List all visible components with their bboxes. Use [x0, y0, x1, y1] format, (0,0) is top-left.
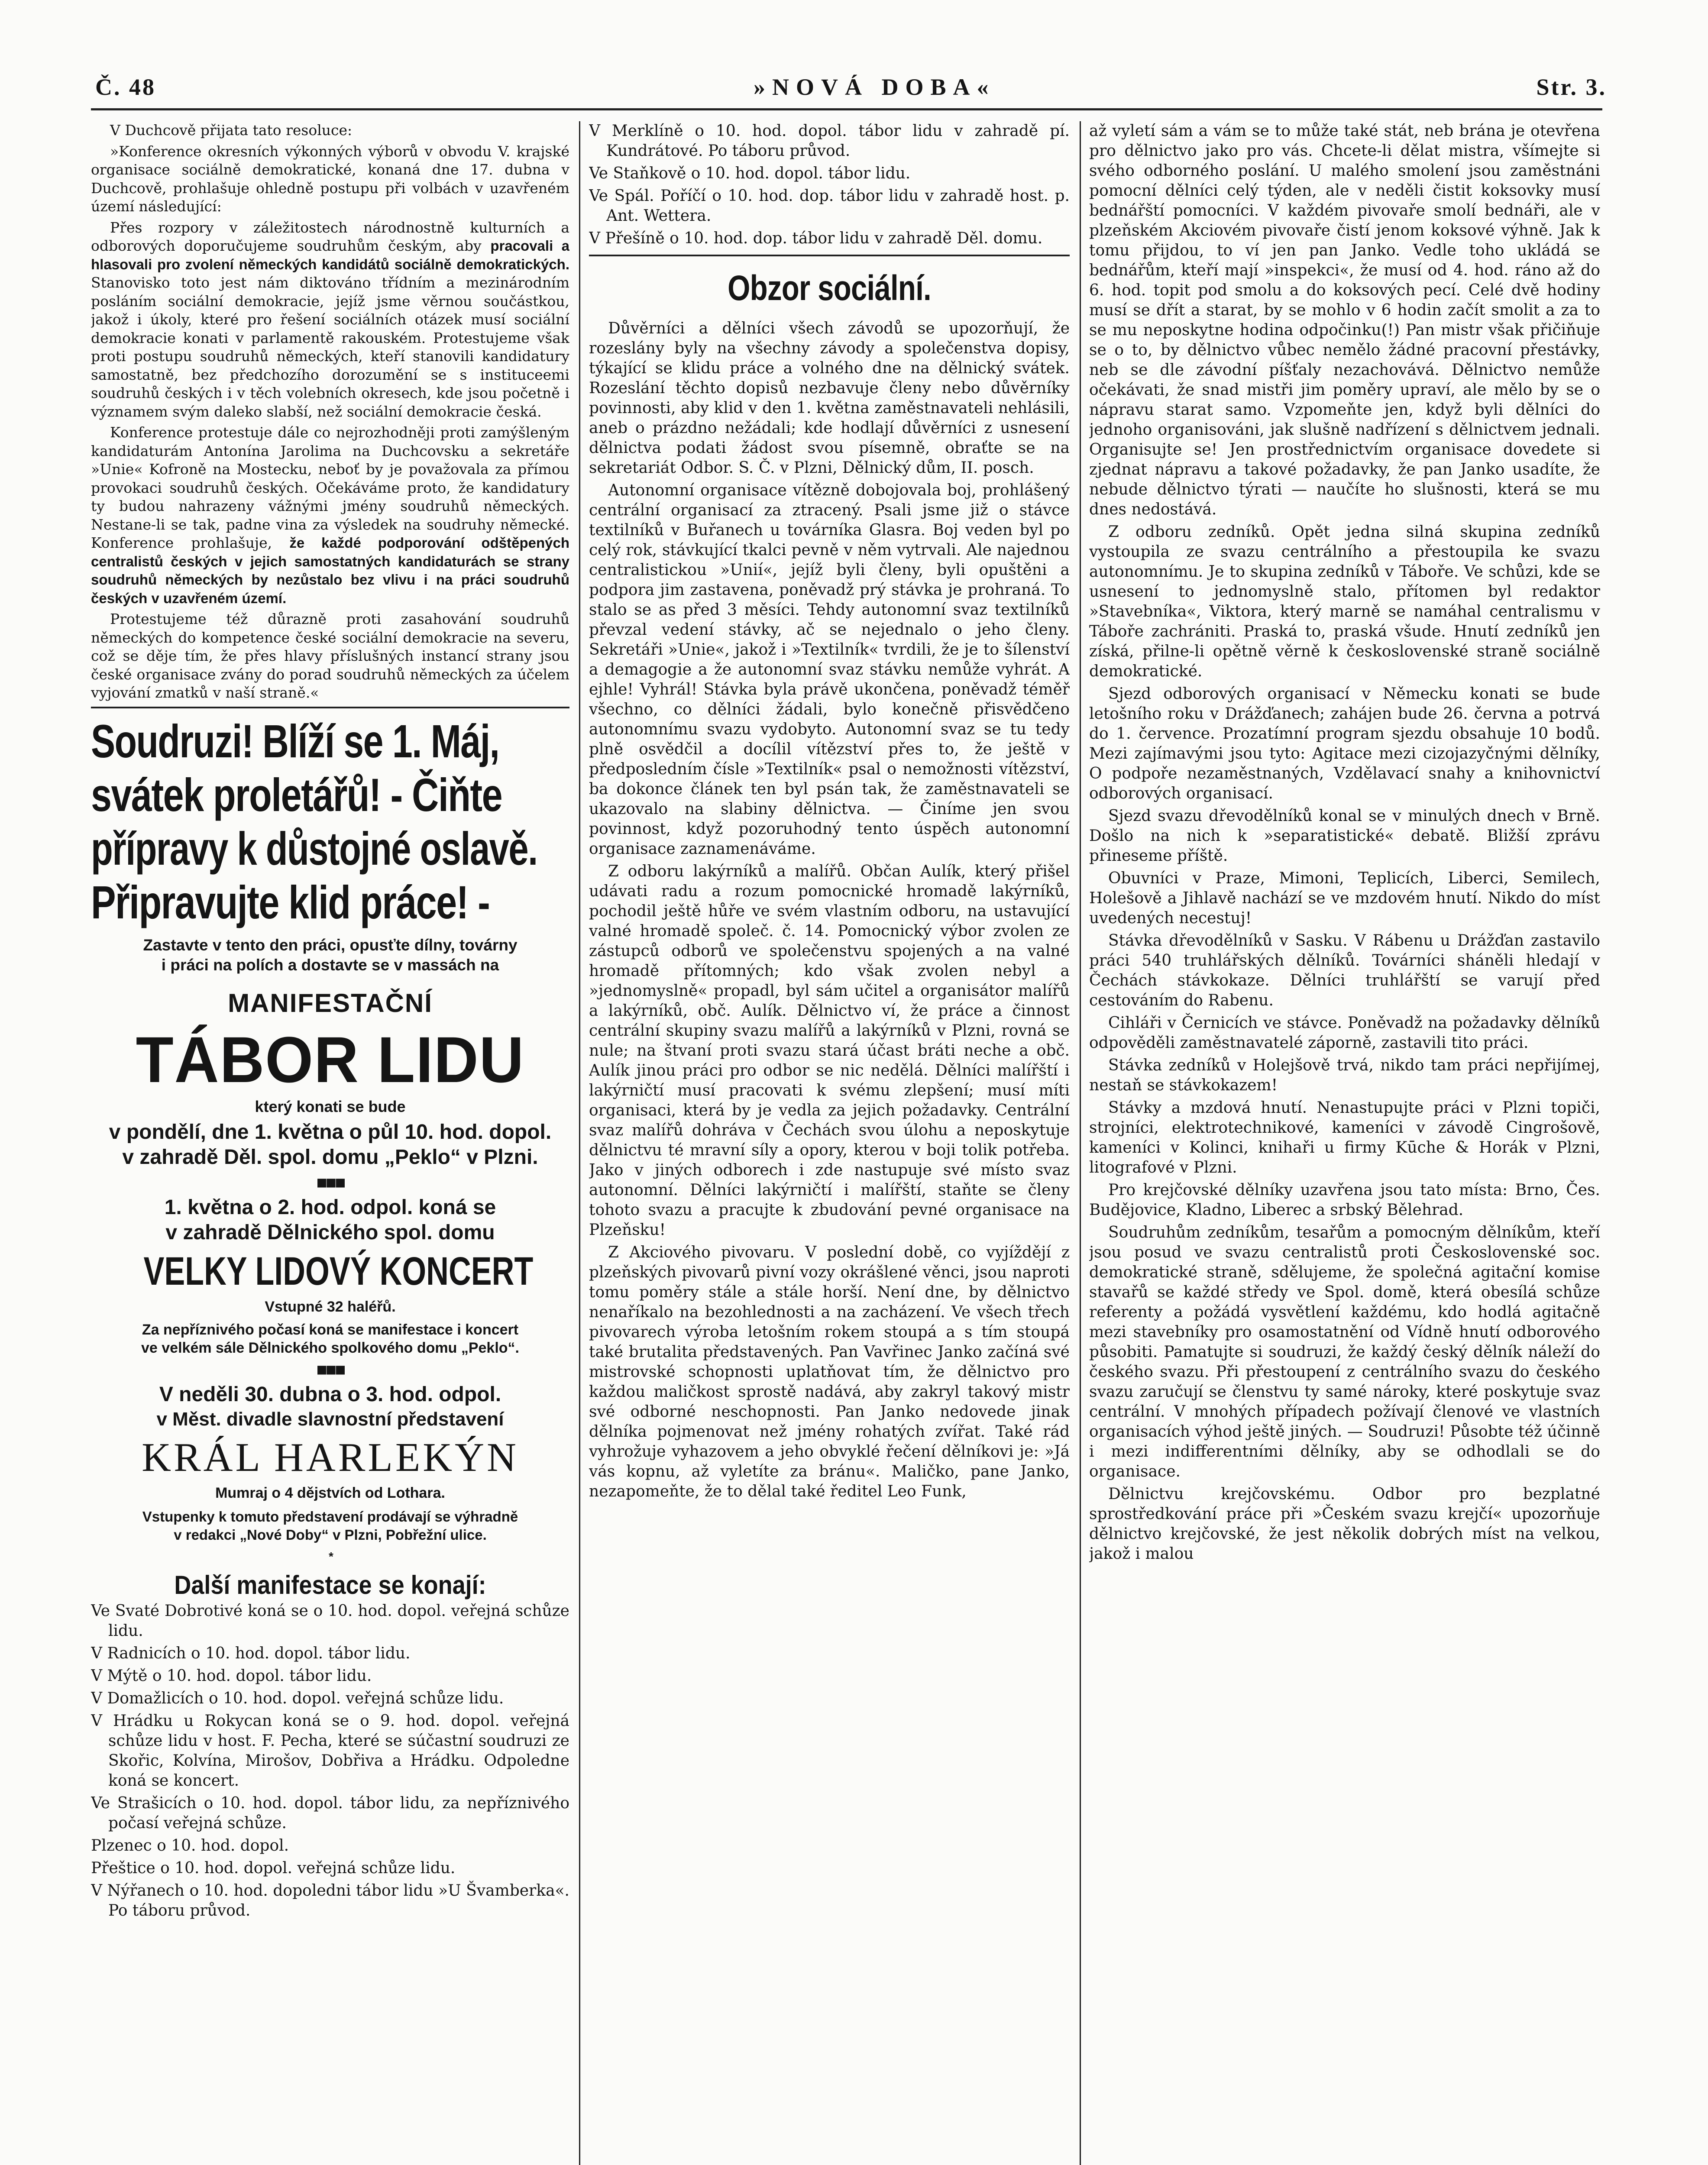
- section-title: Obzor sociální.: [728, 268, 931, 308]
- manifest-heading: MANIFESTAČNÍ: [228, 988, 433, 1018]
- article-trustees: Důvěrníci a dělníci všech závodů se upozorňují, že rozeslány byly na všechny závody a společenstva dopisy, týkající se klidu práce a volného dne na dělnický svátek. Rozeslání těchto dopisů nezbavuje členy nebo důvěrníky povinnosti, aby klid v den 1. května zaměstnavateli nehlásili, aneb o prázdno nežádali; kde hodlají důvěrníci z usnesení dělnictva podati žádost svou písemně, obraťte se na sekretariát Odbor. S. Č. v Plzni, Dělnický dům, II. posch.: [589, 320, 1070, 477]
- article-brewery: Z Akciového pivovaru. V poslední době, co vyjíždějí z plzeňských pivovarů pivní vozy okrášlené věnci, jsou naproti tomu poměry stále a stále horší. Není dne, by dělnictvo nenaříkalo na bezohlednosti a na zacházení. Ve všech třech pivovarech výroba letošním rokem stoupá a s tím stoupá také brutalita představených. Pan Vavřinec Janko začíná své mistrovské schopnosti uplatňovat tím, že dělnictvo pro každou maličkost sprostě nadává, aby zakryl takový mistr své odborné neschopnosti. Pan Janko nedovede jinak dělníka pojmenovat než jmény rohatých zvířat. Také rád vyhrožuje vyhazovem a jeho obvyklé řečení dělníkovi je: »Já vás kopnu, až vyletíte za bránu«. Maličko, pane Janko, nezapomeňte, že to dělal také ředitel Leo Funk,: [589, 1244, 1070, 1500]
- tabor-lidu-heading: TÁBOR LIDU: [136, 1023, 525, 1096]
- section-rule: [589, 255, 1070, 256]
- resolution-p2: Přes rozpory v záležitostech národnostně kulturních a odborových doporučujeme soudruhům českým, aby pracovali a hlasovali pro zvolení německých kandidátů sociálně demokratických. Stanovisko toto jest nám diktováno třídním a mezinárodním posláním sociální demokracie, jejíž jsme věrnou součástkou, jakož i úkoly, které pro řešení sociálních otázek musí sociální demokracie konati v parlamentě rakouském. Protestujeme však proti postupu soudruhů německých, kteří stanovili kandidatury samostatně, bez předchozího dorozumění se s instituceemi soudruhů českých i v těch volebních okresech, kde jsou početně i významem svým daleko slabší, než sociální demokracie česká.: [91, 219, 569, 420]
- manifestation-3: V Mýtě o 10. hod. dopol. tábor lidu.: [91, 1667, 372, 1685]
- header-rule: [91, 108, 1602, 110]
- bad-weather-2: ve velkém sále Dělnického spolkového domu „Peklo“.: [141, 1339, 519, 1356]
- article-autonomous-org: Autonomní organisace vítězně dobojovala boj, prohlášený centrální organisací za ztracený. Psali jsme již o stávce textilníků v Buřanech u továrníka Glasra. Boj veden byl po celý rok, stávkující tkalci pevně v něm vytrvali. Ale najednou centralistickou »Unií«, jejíž byli členy, byli opuštěni a podpora jim zastavena, poněvadž prý stávka je prohraná. To stalo se as před 3 měsíci. Tehdy autonomní svaz textilníků převzal vedení stávky, ač se nejednalo o jeho členy. Sekretáři »Unie«, jakož i »Textilník« tvrdili, že je to šílenství a demagogie a že autonomní svaz stávku nemůže vyhrát. A ejhle! Vyhrál! Stávka byla právě ukončena, poněvadž téměř všechno, co dělníci žádali, bylo konečně přisvědčeno autonomnímu svazu vydobyto. Autonomní svaz se tu tedy plně osvědčil a docílil vítězství přes to, že ještě v předposledním čísle »Textilník« psal o nemožnosti vítězství, ba dokonce článek ten byl psán tak, že zaměstnavateli se ukazovalo na slabiny dělnictva. — Činíme jen svou povinnost, když pozoruhodný tento úspěch autonomní organisace zaznamenáváme.: [589, 481, 1070, 858]
- column-left: [91, 121, 569, 2165]
- rally-presin: V Přešíně o 10. hod. dop. tábor lidu v zahradě Děl. domu.: [589, 229, 1043, 247]
- resolution-p1: »Konference okresních výkonných výborů v obvodu V. krajské organisace sociálně demokratické, konaná dne 17. dubna v Duchcově, prohlašuje ohledně postupu při volbách v uzavřeném území následující:: [91, 142, 569, 215]
- tickets-line-2: v redakci „Nové Doby“ v Plzni, Pobřežní ulice.: [174, 1526, 487, 1543]
- article-germany-congress: Sjezd odborových organisací v Německu konati se bude letošního roku v Drážďanech; zahájen bude 26. června a potrvá do 1. července. Prozatímní program sjezdu obsahuje 10 bodů. Mezi zajímavými jsou tyto: Agitace mezi cizojazyčnými dělníky, O podpoře nezaměstnaných, Vzdělavací snahy a knihovnictví odborových organisací.: [1089, 685, 1600, 802]
- page-header: [87, 65, 1615, 104]
- tickets-line-1: Vstupenky k tomuto představení prodávají se výhradně: [142, 1508, 518, 1525]
- manifestation-9: V Nýřanech o 10. hod. dopoledni tábor lidu »U Švamberka«. Po táboru průvod.: [91, 1881, 569, 1919]
- rally-stankov: Ve Staňkově o 10. hod. dopol. tábor lidu.: [589, 165, 911, 182]
- issue-number: Č. 48: [95, 74, 156, 100]
- call-line-2: i práci na polích a dostavte se v massách na: [161, 956, 499, 974]
- star-separator: *: [329, 1549, 332, 1563]
- separator-bar: ■■■: [316, 1172, 344, 1192]
- play-title: KRÁL HARLEKÝN: [142, 1435, 519, 1480]
- performance-line-1: V neděli 30. dubna o 3. hod. odpol.: [159, 1383, 501, 1406]
- column-middle: [589, 121, 1070, 2165]
- concert-heading: VELKY LIDOVÝ KONCERT: [143, 1249, 534, 1293]
- article-brewery-cont: až vyletí sám a vám se to může také stát, neb brána je otevřena pro dělnictvo jako pro vás. Chcete-li dělat mistra, všímejte si svého odborného poslání. U malého smolení jsou zaměstnáni pomocní dělníci celý týden, ale v neděli čistit koksovky musí bednářští pomocníci. V každém pivovaře smolí bednáři, ale v plzeňském Akciovém pivovaře čistí jenom koksové výhně. Jak k tomu přijdou, to ví jen pan Janko. Vedle toho ukládá se bednářům, kteří mají »inspekci«, že musí od 4. hod. ráno až do 6. hod. topit pod smolu a do koksových pecí. Celé dvě hodiny musí se dřít a starat, by se mohlo v 6 hodin začít smolit a za to se mu neposkytne hodina odpočinku(!) Pan mistr však přičiňuje se o to, by dělnictvo vůbec nemělo žádné pracovní přestávky, neb se dle závodní píšťaly nezachovává. Dělnictvo nemůže očekávati, že snad mistři jim poměry upraví, ale mělo by se o nápravu starat samo. Vzpomeňte jen, když byli dělníci do jednoho organisováni, jak slušně nadřízení s dělnictvem jednali. Organisujte se! Jen prostřednictvím organisace dovedete si zjednat nápravu a takové požadavky, že pan Janko usadíte, že nebude dělnictvo týrati — naučíte ho slušnosti, která se mu dnes nedostává.: [1089, 122, 1600, 518]
- column-divider-1: [579, 121, 580, 2165]
- performance-line-2: v Měst. divadle slavnostní představení: [156, 1408, 504, 1430]
- manifestation-8: Přeštice o 10. hod. dopol. veřejná schůze lidu.: [91, 1859, 456, 1877]
- manifestation-6: Ve Strašicích o 10. hod. dopol. tábor lidu, za nepříznivého počasí veřejná schůze.: [91, 1794, 569, 1832]
- article-shoemakers: Obuvníci v Praze, Mimoni, Teplicích, Liberci, Semilech, Holešově a Jihlavě nachází se ve mzdovém hnutí. Nikdo do míst uvedených necestuj!: [1089, 869, 1600, 927]
- column-right: [1089, 121, 1600, 2165]
- manifestation-5: V Hrádku u Rokycan koná se o 9. hod. dopol. veřejná schůze lidu v host. F. Pecha, které se súčastní soudruzi ze Skořic, Kolvína, Mirošov, Dobřiva a Hrádku. Odpoledne koná se koncert.: [91, 1712, 569, 1790]
- concert-line-1: 1. května o 2. hod. odpol. koná se: [164, 1196, 496, 1219]
- play-subtitle: Mumraj o 4 dějstvích od Lothara.: [215, 1484, 445, 1501]
- manifestation-7: Plzenec o 10. hod. dopol.: [91, 1836, 289, 1855]
- manifestation-2: V Radnicích o 10. hod. dopol. tábor lidu.: [91, 1644, 411, 1662]
- article-woodworkers-congress: Sjezd svazu dřevodělníků konal se v minulých dnech v Brně. Došlo na nich k »separatistické« debatě. Bližší zprávu přineseme příště.: [1089, 807, 1600, 865]
- more-manifestations-heading: Další manifestace se konají:: [174, 1570, 486, 1600]
- rally-spal-porici: Ve Spál. Poříčí o 10. hod. dop. tábor lidu v zahradě host. p. Ant. Wettera.: [589, 187, 1070, 225]
- ad-rule: [91, 707, 569, 708]
- article-to-bricklayers: Soudruhům zedníkům, tesařům a pomocným dělníkům, kteří jsou posud ve svazu centralistů proti Československé soc. demokratické straně, sdělujeme, že společná agitační komise stavařů se každé středy ve Spol. domě, která obesílá schůze referenty a požádá vysvětlení každému, kdo hodlá agitačně mezi stavebníky pro osamostatnění od Vídně hnutí odborového působiti. Pamatujte si soudruzi, že každý český dělník náleží do českého svazu. Při přestoupení z centrálního svazu do českého svazu zaručují se členstvu ty samé nároky, které poskytuje svaz centrální. V mnohých případech požívají členové ve vlastních organisacích výhod ještě jiných. — Soudruzi! Působte též účinně i mezi indifferentními dělníky, aby se odhodlali se do organisace.: [1089, 1224, 1600, 1480]
- newspaper-title: »NOVÁ DOBA«: [754, 74, 996, 100]
- article-brickmakers: Cihláři v Černicích ve stávce. Poněvadž na požadavky dělníků odpověděli zaměstnavatelé záporně, zastavili tito práci.: [1089, 1014, 1600, 1052]
- may-day-announcement: [91, 714, 569, 1921]
- article-bricklayers: Z odboru zedníků. Opět jedna silná skupina zedníků vystoupila ze svazu centrálního a přestoupila ke svazu autonomnímu. Je to skupina zedníků v Táboře. Ve schůzi, kde se usnesení to jednomyslně stalo, přítomen byl redaktor »Stavebníka«, Viktora, který marně se namáhal centralismu v Táboře zachrániti. Praská to, praská všude. Hnutí zedníků jen získá, přilne-li opětně věrně k československé straně sociálně demokratické.: [1089, 523, 1600, 680]
- admission-price: Vstupné 32 haléřů.: [265, 1298, 396, 1315]
- date-line-1: v pondělí, dne 1. května o půl 10. hod. dopol.: [109, 1120, 552, 1144]
- page-number: Str. 3.: [1536, 74, 1607, 100]
- concert-line-2: v zahradě Dělnického spol. domu: [165, 1221, 495, 1244]
- headline-line-4: Připravujte klid práce! -: [91, 876, 490, 928]
- article-holejsov-strike: Stávka zedníků v Holejšově trvá, nikdo tam práci nepřijímej, nestaň se stávkokazem!: [1089, 1057, 1600, 1094]
- resolution-p3: Konference protestuje dále co nejrozhodněji proti zamýšleným kandidaturám Antonína Jarolima na Duchcovsku a sekretáře »Unie« Kofroně na Mostecku, neboť by je považovala za přímou provokaci soudruhů českých. Očekáváme proto, že kandidatury ty budou nahrazeny vážnými jmény soudruhů německých. Nestane-li se tak, padne vina za výsledek na soudruhy německé. Konference prohlašuje, že každé podporování odštěpených centralistů českých v jejich samostatných kandidaturách se strany soudruhů německých by nezůstalo bez vlivu i na práci soudruhů českých v uzavřeném území.: [91, 424, 569, 606]
- manifestation-1: Ve Svaté Dobrotivé koná se o 10. hod. dopol. veřejná schůze lidu.: [91, 1602, 569, 1640]
- article-saxony-strike: Stávka dřevodělníků v Sasku. V Rábenu u Drážďan zastavilo práci 540 truhlářských dělníků. Továrníci sháněli hledají v Čechách stávkokaze. Dělníci truhlářští se varují před cestováním do Rabenu.: [1089, 932, 1600, 1009]
- resolution-intro: V Duchcově přijata tato resoluce:: [110, 122, 353, 139]
- article-tailors: Pro krejčovské dělníky uzavřena jsou tato místa: Brno, Čes. Budějovice, Kladno, Liberec a srbský Bělehrad.: [1089, 1181, 1600, 1219]
- headline-line-2: svátek proletářů! - Čiňte: [91, 768, 502, 821]
- headline-line-1: Soudruzi! Blíží se 1. Máj,: [91, 714, 499, 767]
- date-line-2: v zahradě Děl. spol. domu „Peklo“ v Plzni.: [122, 1145, 538, 1169]
- article-wage-movements: Stávky a mzdová hnutí. Nenastupujte práci v Plzni topiči, strojníci, elektrotechnikové, kameníci v závodě Cingrošově, kameníci v Kolinci, knihaři u firmy Kūche & Horák v Plzni, litografové v Plzni.: [1089, 1099, 1600, 1176]
- will-be-held: který konati se bude: [255, 1097, 406, 1115]
- article-tailoring-workers: Dělnictvu krejčovskému. Odbor pro bezplatné sprostředkování práce při »Českém svazu krejčí« upozorňuje dělnictvo krejčovské, že jest několik dobrých míst na velkou, jakož i malou: [1089, 1485, 1600, 1563]
- separator-bar-2: ■■■: [316, 1359, 344, 1380]
- column-divider-2: [1080, 121, 1081, 2165]
- resolution-p4: Protestujeme též důrazně proti zasahování soudruhů německých do kompetence české sociální demokracie na severu, což se děje tím, že přes hlavy příslušných instancí strany jsou české organisace zvány do porad soudruhů německých za účelem vyjování zmatků v naší straně.«: [91, 611, 569, 701]
- headline-line-3: přípravy k důstojné oslavě.: [91, 822, 537, 875]
- bad-weather-1: Za nepříznivého počasí koná se manifestace i koncert: [142, 1321, 519, 1338]
- manifestation-4: V Domažlicích o 10. hod. dopol. veřejná schůze lidu.: [91, 1689, 504, 1707]
- rally-merklin: V Merklíně o 10. hod. dopol. tábor lidu v zahradě pí. Kundrátové. Po táboru průvod.: [589, 122, 1070, 160]
- call-line-1: Zastavte v tento den práci, opusťte dílny, továrny: [143, 936, 518, 954]
- article-painters: Z odboru lakýrníků a malířů. Občan Aulík, který přišel udávati radu a rozum pomocnické hromadě lakýrníků, pochodil ještě hůře ve svém vlastním odboru, na ustavující valné hromadě společ. č. 14. Pomocnický výbor zvolen ze zástupců odborů ve společenstvu spojených a na valné hromadě přítomných; kdo však zvolen nebyl a »jednomyslně« propadl, byl sám učitel a organisátor malířů a lakýrníků, obč. Aulík. Dělnictvo ví, že práce a činnost centrální skupiny svazu malířů a lakýrníků v Plzni, rovná se nule; na štvaní proti svazu stará účast bráti neche a obč. Aulík jinou práci pro odbor se nic nedělá. Dělníci malířští i lakýrničtí musí pracovati k svému zlepšení; musí míti organisaci, která by je vedla za jejich požadavky. Centrální svaz malířů dohráva v Čechách svou úlohu a neposkytuje dělnictvu té mravní síly a opory, kterou v boji tolik potřeba. Jako v jiných odborech i zde nastupuje své místo svaz autonomní. Dělníci lakýrničtí i malířští, staňte se členy tohoto svazu a pracujte k zbudování pevné organisace na Plzeňsku!: [589, 863, 1070, 1239]
